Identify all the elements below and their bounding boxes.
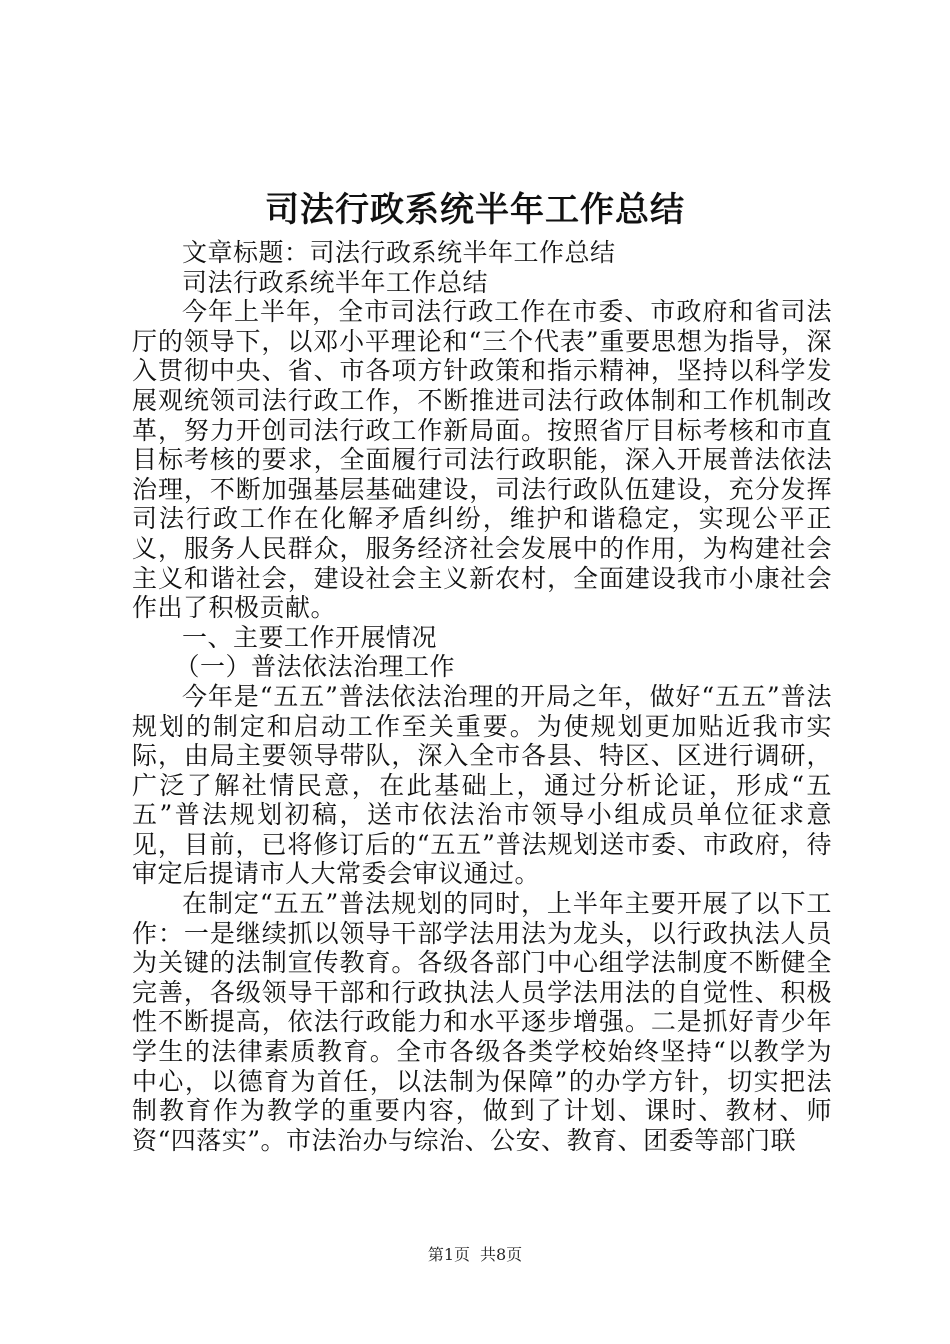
article-title-line: 文章标题：司法行政系统半年工作总结 — [182, 238, 616, 267]
subsection-heading: （一）普法依法治理工作 — [174, 652, 456, 682]
body-paragraph: 今年上半年，全市司法行政工作在市委、市政府和省司法厅的领导下，以邓小平理论和“三个代表”重要思想为指导，深入贯彻中央、省、市各项方针政策和指示精神，坚持以科学发展观统领司法行政工作，不断推进司法行政体制和工作机制改革，努力开创司法行政工作新局面。按照省厅目标考核和市直目标考核的要求，全面履行司法行政职能，深入开展普法依法治理，不断加强基层基础建设，司法行政队伍建设，充分发挥司法行政工作在化解矛盾纠纷，维护和谐稳定，实现公平正义，服务人民群众，服务经济社会发展中的作用，为构建社会主义和谐社会，建设社会主义新农村，全面建设我市小康社会作出了积极贡献。 — [132, 297, 832, 623]
page-total: 共8页 — [480, 1245, 523, 1264]
document-body — [132, 238, 832, 1155]
body-paragraph: 在制定“五五”普法规划的同时，上半年主要开展了以下工作：一是继续抓以领导干部学法用法为龙头，以行政执法人员为关键的法制宣传教育。各级各部门中心组学法制度不断健全完善，各级领导干部和行政执法人员学法用法的自觉性、积极性不断提高，依法行政能力和水平逐步增强。二是抓好青少年学生的法律素质教育。全市各级各类学校始终坚持“以教学为中心，以德育为首任，以法制为保障”的办学方针，切实把法制教育作为教学的重要内容，做到了计划、课时、教材、师资“四落实”。市法治办与综治、公安、教育、团委等部门联 — [132, 889, 832, 1155]
section-heading: 一、主要工作开展情况 — [182, 622, 438, 652]
body-paragraph: 今年是“五五”普法依法治理的开局之年，做好“五五”普法规划的制定和启动工作至关重要。为使规划更加贴近我市实际，由局主要领导带队，深入全市各县、特区、区进行调研，广泛了解社情民意，在此基础上，通过分析论证，形成“五五”普法规划初稿，送市依法治市领导小组成员单位征求意见，目前，已将修订后的“五五”普法规划送市委、市政府，待审定后提请市人大常委会审议通过。 — [132, 681, 832, 889]
page-number: 第1页 — [427, 1245, 470, 1264]
page-footer — [0, 1245, 950, 1265]
subtitle-line: 司法行政系统半年工作总结 — [182, 267, 489, 297]
document-title: 司法行政系统半年工作总结 — [265, 190, 685, 230]
